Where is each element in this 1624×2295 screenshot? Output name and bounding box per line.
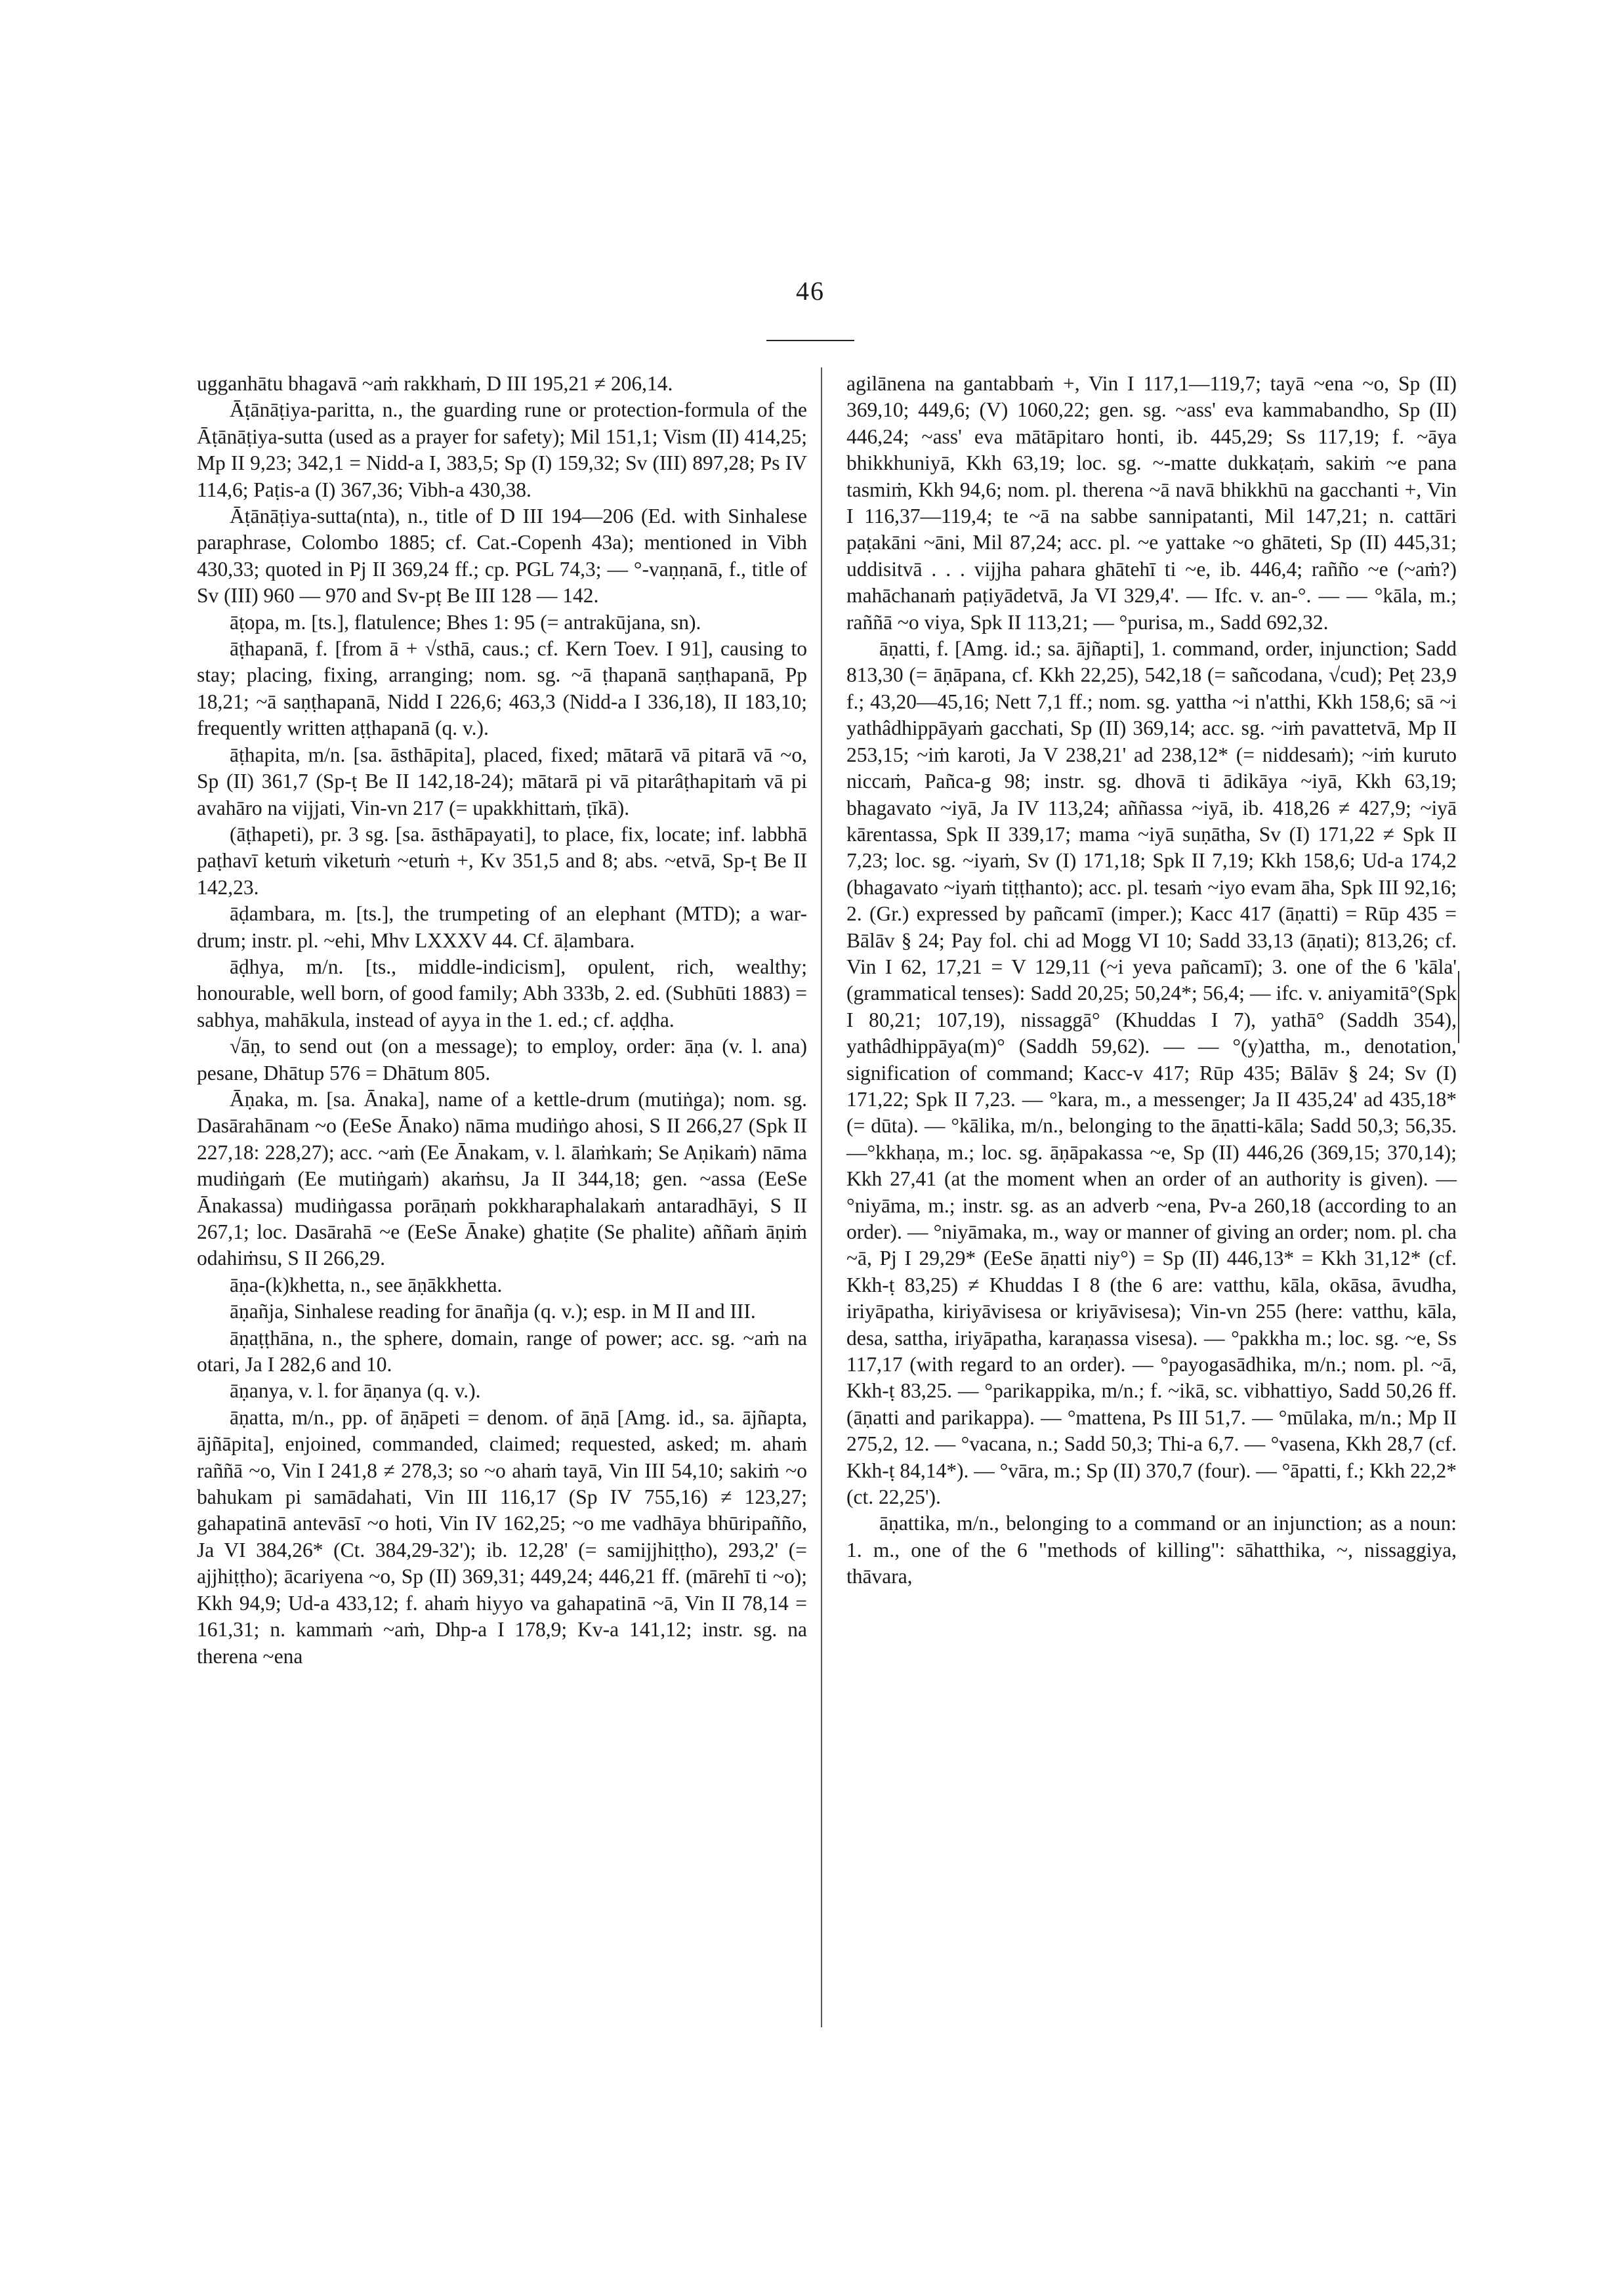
dictionary-entry: (āṭhapeti), pr. 3 sg. [sa. āsthāpayati], to place, fix, locate; inf. labbhā paṭhavī ketuṁ viketuṁ ~etuṁ +, Kv 351,5 and 8; abs. ~etvā, Sp-ṭ Be II 142,23. [197,822,807,899]
dictionary-entry: āṇañja, Sinhalese reading for ānañja (q. v.); esp. in M II and III. [230,1300,756,1323]
dictionary-entry: Āṭānāṭiya-paritta, n., the guarding rune or protection-formula of the Āṭānāṭiya-sutta (used as a prayer for safety); Mil 151,1; Vism (II) 414,25; Mp II 9,23; 342,1 = Nidd-a I, 383,5; Sp (I) 159,32; Sv (III) 897,28; Ps IV 114,6; Paṭis-a (I) 367,36; Vibh-a 430,38. [197,398,807,501]
dictionary-entry: Āṭānāṭiya-sutta(nta), n., title of D III 194—206 (Ed. with Sinhalese paraphrase, Colombo 1885; cf. Cat.-Copenh 43a); mentioned in Vibh 430,33; quoted in Pj II 369,24 ff.; cp. PGL 74,3; — °-vaṇṇanā, f., title of Sv (III) 960 — 970 and Sv-pṭ Be III 128 — 142. [197,505,807,608]
dictionary-entry: ugganhātu bhagavā ~aṁ rakkhaṁ, D III 195,21 ≠ 206,14. [197,372,673,395]
dictionary-entry: āḍambara, m. [ts.], the trumpeting of an elephant (MTD); a war-drum; instr. pl. ~ehi, Mhv LXXXV 44. Cf. āḷambara. [197,902,807,952]
dictionary-entry: āṇatti, f. [Amg. id.; sa. ājñapti], 1. command, order, injunction; Sadd 813,30 (= āṇāpana, cf. Kkh 22,25), 542,18 (= sañcodana, √cud); Peṭ 23,9 f.; 43,20—45,16; Nett 7,1 ff.; nom. sg. yattha ~i n'atthi, Kkh 158,6; sā ~i yathâdhippāyaṁ gacchati, Sp (II) 369,14; acc. sg. ~iṁ pavattetvā, Mp II 253,15; ~iṁ karoti, Ja V 238,21' ad 238,12* (= niddesaṁ); ~iṁ kuruto niccaṁ, Pañca-g 98; instr. sg. dhovā ti ādikāya ~iyā, Kkh 63,19; bhagavato ~iyā, Ja IV 113,24; aññassa ~iyā, ib. 418,26 ≠ 427,9; ~iyā kārentassa, Spk II 339,17; mama ~iyā suṇātha, Sv (I) 171,22 ≠ Spk II 7,23; loc. sg. ~iyaṁ, Sv (I) 171,18; Spk II 7,19; Kkh 158,6; Ud-a 174,2 (bhagavato ~iyaṁ tiṭṭhanto); acc. pl. tesaṁ ~iyo evam āha, Spk III 92,16; 2. (Gr.) expressed by pañcamī (imper.); Kacc 417 (āṇatti) = Rūp 435 = Bālāv § 24; Pay fol. chi ad Mogg VI 10; Sadd 33,13 (āṇati); 813,26; cf. Vin I 62, 17,21 = V 129,11 (~i yeva pañcamī); 3. one of the 6 'kāla' (grammatical tenses): Sadd 20,25; 50,24*; 56,4; — ifc. v. aniyamitā°(Spk I 80,21; 107,19), nissaggā° (Khuddas I 7), yathā° (Saddh 354), yathâdhippāya(m)° (Saddh 59,62). — — °(y)attha, m., denotation, signification of command; Kacc-v 417; Rūp 435; Bālāv § 24; Sv (I) 171,22; Spk II 7,23. — °kara, m., a messenger; Ja II 435,24' ad 435,18* (= dūta). — °kālika, m/n., belonging to the āṇatti-kāla; Sadd 50,3; 56,35.—°kkhaṇa, m.; loc. sg. āṇāpakassa ~e, Sp (II) 446,26 (369,15; 370,14); Kkh 27,41 (at the moment when an order of an authority is given). — °niyāma, m.; instr. sg. as an adverb ~ena, Pv-a 260,18 (according to an order). — °niyāmaka, m., way or manner of giving an order; nom. pl. cha ~ā, Pj I 29,29* (EeSe āṇatti niy°) = Sp (II) 446,13* = Kkh 31,12* (cf. Kkh-ṭ 83,25) ≠ Khuddas I 8 (the 6 are: vatthu, kāla, okāsa, āvudha, iriyāpatha, kiriyāvisesa or kriyāvisesa); Vin-vn 255 (here: vatthu, kāla, desa, sattha, iriyāpatha, karaṇassa visesa). — °pakkha m.; loc. sg. ~e, Ss 117,17 (with regard to an order). — °payogasādhika, m/n.; nom. pl. ~ā, Kkh-ṭ 83,25. — °parikappika, m/n.; f. ~ikā, sc. vibhattiyo, Sadd 50,26 ff. (āṇatti and parikappa). — °mattena, Ps III 51,7. — °mūlaka, m/n.; Mp II 275,2, 12. — °vacana, n.; Sadd 50,3; Thi-a 6,7. — °vasena, Kkh 28,7 (cf. Kkh-ṭ 84,14*). — °vāra, m.; Sp (II) 370,7 (four). — °āpatti, f.; Kkh 22,2* (ct. 22,25'). [846,637,1457,1509]
dictionary-entry: agilānena na gantabbaṁ +, Vin I 117,1—119,7; tayā ~ena ~o, Sp (II) 369,10; 449,6; (V) 1060,22; gen. sg. ~ass' eva kammabandho, Sp (II) 446,24; ~ass' eva mātāpitaro honti, ib. 445,29; Ss 117,19; f. ~āya bhikkhuniyā, Kkh 63,19; loc. sg. ~-matte dukkaṭaṁ, sakiṁ ~e pana tasmiṁ, Kkh 94,6; nom. pl. therena ~ā navā bhikkhū na gacchanti +, Vin I 116,37—119,4; te ~ā na sabbe sannipatanti, Mil 147,21; n. cattāri paṭakāni ~āni, Mil 87,24; acc. pl. ~e yattake ~o ghāteti, Sp (II) 445,31; uddisitvā . . . vijjha pahara ghātehī ti ~e, ib. 446,4; rañño ~e (~aṁ?) mahāchanaṁ paṭiyādetvā, Ja VI 329,4'. — Ifc. v. an-°. — — °kāla, m.; raññā ~o viya, Spk II 113,21; — °purisa, m., Sadd 692,32. [846,372,1457,634]
dictionary-entry: √āṇ, to send out (on a message); to employ, order: āṇa (v. l. ana) pesane, Dhātup 576 = Dhātum 805. [197,1035,807,1085]
dictionary-entry: āḍhya, m/n. [ts., middle-indicism], opulent, rich, wealthy; honourable, well born, of good family; Abh 333b, 2. ed. (Subhūti 1883) = sabhya, mahākula, instead of ayya in the 1. ed.; cf. aḍḍha. [197,955,807,1031]
dictionary-entry: āṇanya, v. l. for āṇanya (q. v.). [230,1379,481,1403]
dictionary-entry: āṭhapita, m/n. [sa. āsthāpita], placed, fixed; mātarā vā pitarā vā ~o, Sp (II) 361,7 (Sp-ṭ Be II 142,18-24); mātarā pi vā pitarâṭhapitaṁ vā pi avahāro na vijjati, Vin-vn 217 (= upakkhittaṁ, ṭīkā). [197,743,807,819]
dictionary-entry: āṭhapanā, f. [from ā + √sthā, caus.; cf. Kern Toev. I 91], causing to stay; placing, fixing, arranging; nom. sg. ~ā ṭhapanā saṇṭhapanā, Pp 18,21; ~ā saṇṭhapanā, Nidd I 226,6; 463,3 (Nidd-a I 336,18), II 183,10; frequently written aṭṭhapanā (q. v.). [197,637,807,740]
column-divider [821,367,822,2027]
margin-mark [1458,971,1459,1043]
dictionary-entry: āṭopa, m. [ts.], flatulence; Bhes 1: 95 (= antrakūjana, sn). [230,610,701,634]
page-number: 46 [796,276,825,306]
right-column [846,371,1457,1590]
dictionary-entry: āṇatta, m/n., pp. of āṇāpeti = denom. of āṇā [Amg. id., sa. ājñapta, ājñāpita], enjoined, commanded, claimed; requested, asked; m. ahaṁ raññā ~o, Vin I 241,8 ≠ 278,3; so ~o ahaṁ tayā, Vin III 54,10; sakiṁ ~o bahukam pi samādahati, Vin III 116,17 (Sp IV 755,16) ≠ 123,27; gahapatinā antevāsī ~o hoti, Vin IV 162,25; ~o me vadhāya bhūripañño, Ja VI 384,26* (Ct. 384,29-32'); ib. 12,28' (= samijjhiṭṭho), 293,2' (= ajjhiṭṭho); ācariyena ~o, Sp (II) 369,31; 449,24; 446,21 ff. (mārehī ti ~o); Kkh 94,9; Ud-a 433,12; f. ahaṁ hiyyo va gahapatinā ~ā, Vin II 78,14 = 161,31; n. kammaṁ ~aṁ, Dhp-a I 178,9; Kv-a 141,12; instr. sg. na therena ~ena [197,1405,807,1668]
dictionary-entry: āṇattika, m/n., belonging to a command or an injunction; as a noun: 1. m., one of the 6 "methods of killing": sāhatthika, ~, nissaggiya, thāvara, [846,1512,1457,1588]
page-number-rule [766,340,854,341]
left-column [197,371,807,1670]
dictionary-entry: āṇaṭṭhāna, n., the sphere, domain, range of power; acc. sg. ~aṁ na otari, Ja I 282,6 and 10. [197,1326,807,1376]
dictionary-entry: āṇa-(k)khetta, n., see āṇākkhetta. [230,1273,503,1296]
dictionary-entry: Āṇaka, m. [sa. Ānaka], name of a kettle-drum (mutiṅga); nom. sg. Dasārahānam ~o (EeSe Ānako) nāma mudiṅgo ahosi, S II 266,27 (Spk II 227,18: 228,27); acc. ~aṁ (Ee Ānakam, v. l. ālaṁkaṁ; Se Aṇikaṁ) nāma mudiṅgaṁ (Ee mutiṅgaṁ) akaṁsu, Ja II 344,18; gen. ~assa (EeSe Ānakassa) mudiṅgassa porāṇaṁ pokkharaphalakaṁ antaradhāyi, S II 267,1; loc. Dasārahā ~e (EeSe Ānake) ghaṭite (Se phalite) aññaṁ āṇiṁ odahiṁsu, S II 266,29. [197,1087,807,1270]
